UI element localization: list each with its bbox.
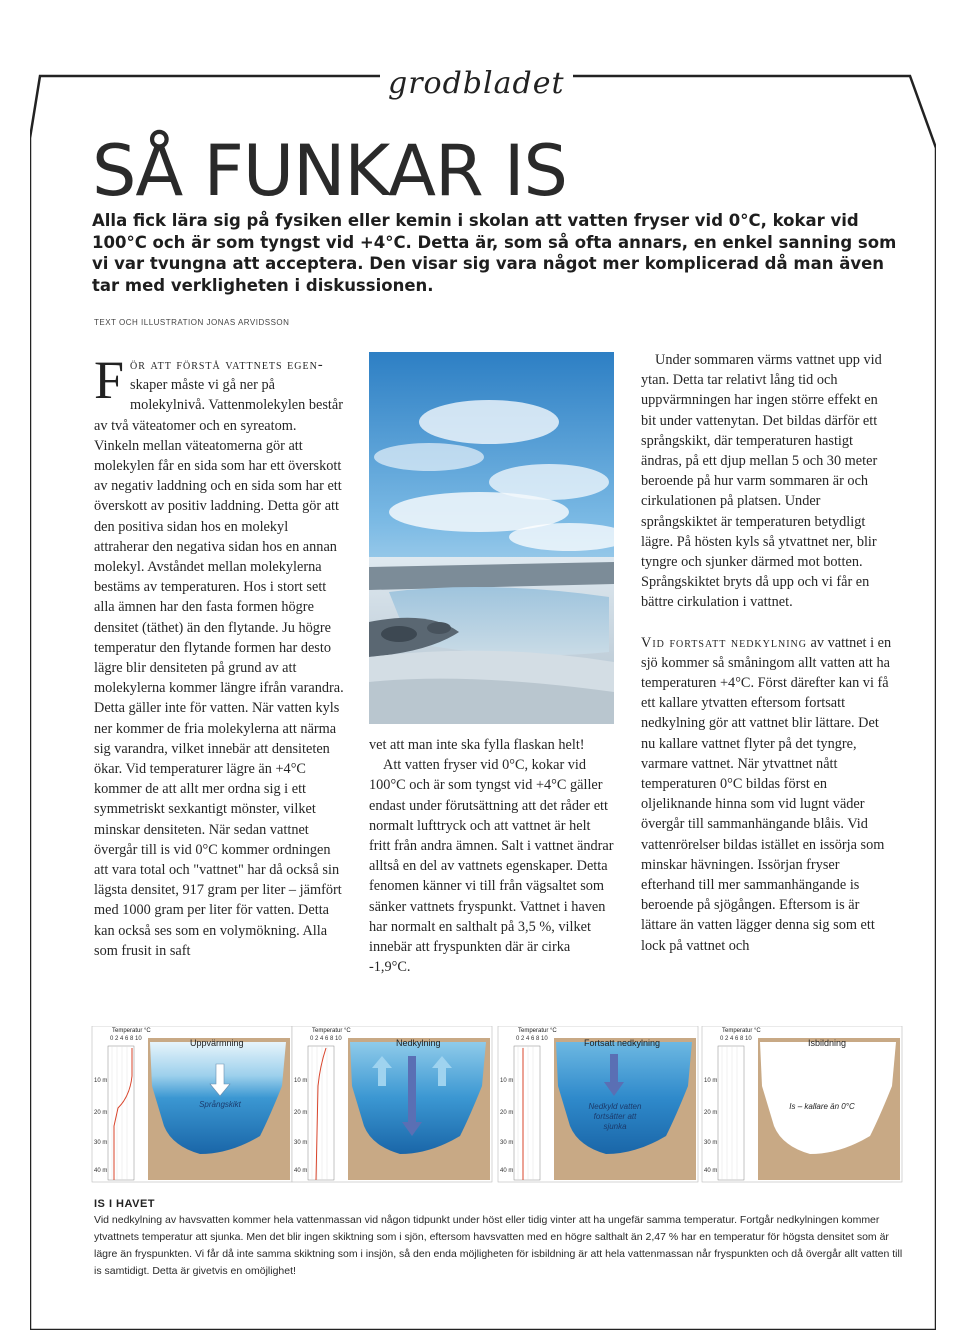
depth-tick: 10 m [500,1078,514,1084]
drop-cap: F [94,350,125,410]
depth-tick: 30 m [94,1140,108,1146]
article-column-2 [369,735,614,977]
article-column-3 [641,350,896,956]
column-2-paragraph-2: Att vatten fryser vid 0°C, kokar vid 100°C och är som tyngst vid +4°C gäller endast under förutsättning att det råder ett normalt lufttryck och att vattnet är helt fritt från andra ämnen. Salt i vattnet ändrar alltså en del av vattnets egenskaper. Detta fenomen känner vi till från vägsaltet som sänker vattnets fryspunkt. Vattnet i haven har normalt en salthalt på 3,5 %, vilket innebär att fryspunkten där är cirka -1,9°C. [369,757,614,976]
diagram-uppvarmning [90,1026,294,1184]
column-3-paragraph-1: Under sommaren värms vattnet upp vid ytan. Detta tar relativt lång tid och uppvärmningen har ingen större effekt en bit under vattenytan. Det bildas därför ett språngskikt, där temperaturen hastigt ändras, på ett djup mellan 5 och 30 meter beroende på hur varm sommaren är och cirkulationen på platsen. Under språngskiktet är temperaturen betydligt lägre. På hösten kyls så ytvattnet ner, blir tyngre och sjunker därmed mot botten. Språngskiktet bryts då upp och vi får en bättre cirkulation i vattnet. [641,352,882,611]
diagram-title: Isbildning [808,1038,847,1048]
caption-text: Vid nedkylning av havsvatten kommer hela vattenmassan vid någon tidpunkt under höst eller tidig vinter att ha ungefär samma temperatur. Fortgår nedkylningen kommer ytvattnets temperatur att sjunka. Men det blir ingen skiktning som i sjön, eftersom havsvatten med en högre salthalt än 2,47 % har en temperatur för högsta densitet som är lägre än fryspunkten. Vi får då inte samma skiktning som i insjön, så den enda möjligheten för isbildning är att hela vattenmassan når fryspunkten och då övergår allt vatten till is samtidigt. Detta är givetvis en omöjlighet! [94,1214,903,1277]
article-lead: Alla fick lära sig på fysiken eller kemin i skolan att vatten fryser vid 0°C, kokar vid 100°C och är som tyngst vid +4°C. Detta är, som så ofta annars, en enkel sanning som vi var tvungna att acceptera. Den visar sig vara något mer komplicerad då man även tar med verkligheten i diskussionen. [92,211,897,295]
diagram-inner-label: Nedkyld vatten fortsätter att sjunka [588,1102,642,1131]
depth-tick: 40 m [94,1168,108,1174]
temperature-ticks: 0 2 4 6 8 10 [310,1036,342,1042]
diagram-isbildning [700,1026,904,1184]
diagram-inner-label: Språngskikt [199,1100,241,1109]
temperature-label: Temperatur °C [112,1028,151,1034]
depth-tick: 20 m [94,1110,108,1116]
temperature-ticks: 0 2 4 6 8 10 [516,1036,548,1042]
byline: TEXT OCH ILLUSTRATION JONAS ARVIDSSON [94,318,290,327]
diagram-nedkylning [290,1026,494,1184]
column-1-body: skaper måste vi gå ner på molekylnivå. Vattenmolekylen består av två väteatomer och en syreatom. Vinkeln mellan väteatomerna gör att molekylen får en sida som har ett överskott av negativ laddning och en sida som har ett överskott av positiv laddning. Detta gör att den positiva sidan hos en molekyl attraherar den negativa sidan hos en annan molekyl. Avståndet mellan molekylerna bestäms av temperaturen. Hos i stort sett alla ämnen har den fasta formen högre densitet (täthet) än den flytande. Ju högre temperatur den flytande formen har desto lägre blir densiteten på grund av att molekylerna kommer längre ifrån varandra. Detta gäller inte för vatten. När vatten kyls ner kommer de fria molekylerna att närma sig varandra, vilket innebär att densiteten ökar. Vid temperaturer lägre än +4°C kommer de att allt mer ordna sig i ett symmetriskt sexkantigt mönster, vilket minskar densiteten. När sedan vattnet övergår till is vid 0°C kommer ordningen att vara total och "vattnet" har då också sin lägsta densitet, 917 gram per liter – jämfört med 1000 gram per liter för vatten. Detta kan också ses som en volymökning. Alla som frusit in saft [94,377,344,959]
depth-tick: 40 m [500,1168,514,1174]
article-column-1 [94,350,344,961]
temperature-label: Temperatur °C [518,1028,557,1034]
depth-tick: 30 m [500,1140,514,1146]
column-2-paragraph-1: vet att man inte ska fylla flaskan helt! [369,737,585,753]
winter-sea-photo [369,352,614,724]
diagram-title: Nedkylning [396,1038,441,1048]
depth-tick: 10 m [94,1078,108,1084]
depth-tick: 20 m [500,1110,514,1116]
depth-tick: 30 m [704,1140,718,1146]
depth-tick: 30 m [294,1140,308,1146]
depth-tick: 10 m [294,1078,308,1084]
caption-heading: IS I HAVET [94,1198,156,1210]
column-3-paragraph-2: av vattnet i en sjö kommer så småningom allt vatten att ha temperaturen +4°C. Först därefter kan vi få ett kallare ytvatten eftersom fortsatt nedkylning gör att vattnet blir lättare. Det nu kallare vattnet flyter på det tyngre, varmare vattnet. När ytvattnet nått temperaturen 0°C bildas först en oljeliknande hinna som vid lugnt väder övergår till sammanhängande blåis. Vid vattenrörelser bildas istället en issörja som minskar hävningen. Issörjan fryser efterhand till mer sammanhängande is beroende på sjögången. Eftersom is är lättare än vatten lägger denna sig som ett lock på vattnet och [641,634,892,954]
temperature-label: Temperatur °C [722,1028,761,1034]
diagram-title: Fortsatt nedkylning [584,1038,661,1048]
depth-tick: 10 m [704,1078,718,1084]
column-3-paragraph-2-lead: Vid fortsatt nedkylning [641,634,807,651]
article-title: SÅ FUNKAR IS [92,130,567,212]
masthead-logo: grodbladet [380,66,573,101]
temperature-ticks: 0 2 4 6 8 10 [720,1036,752,1042]
column-1-opening: ör att förstå vattnets egen- [130,357,324,373]
temperature-ticks: 0 2 4 6 8 10 [110,1036,142,1042]
depth-tick: 40 m [294,1168,308,1174]
diagram-inner-label: Is – kallare än 0°C [789,1102,855,1111]
diagram-fortsatt-nedkylning [496,1026,700,1184]
depth-tick: 20 m [294,1110,308,1116]
temperature-label: Temperatur °C [312,1028,351,1034]
depth-tick: 20 m [704,1110,718,1116]
depth-tick: 40 m [704,1168,718,1174]
diagram-title: Uppvärmning [190,1038,244,1048]
